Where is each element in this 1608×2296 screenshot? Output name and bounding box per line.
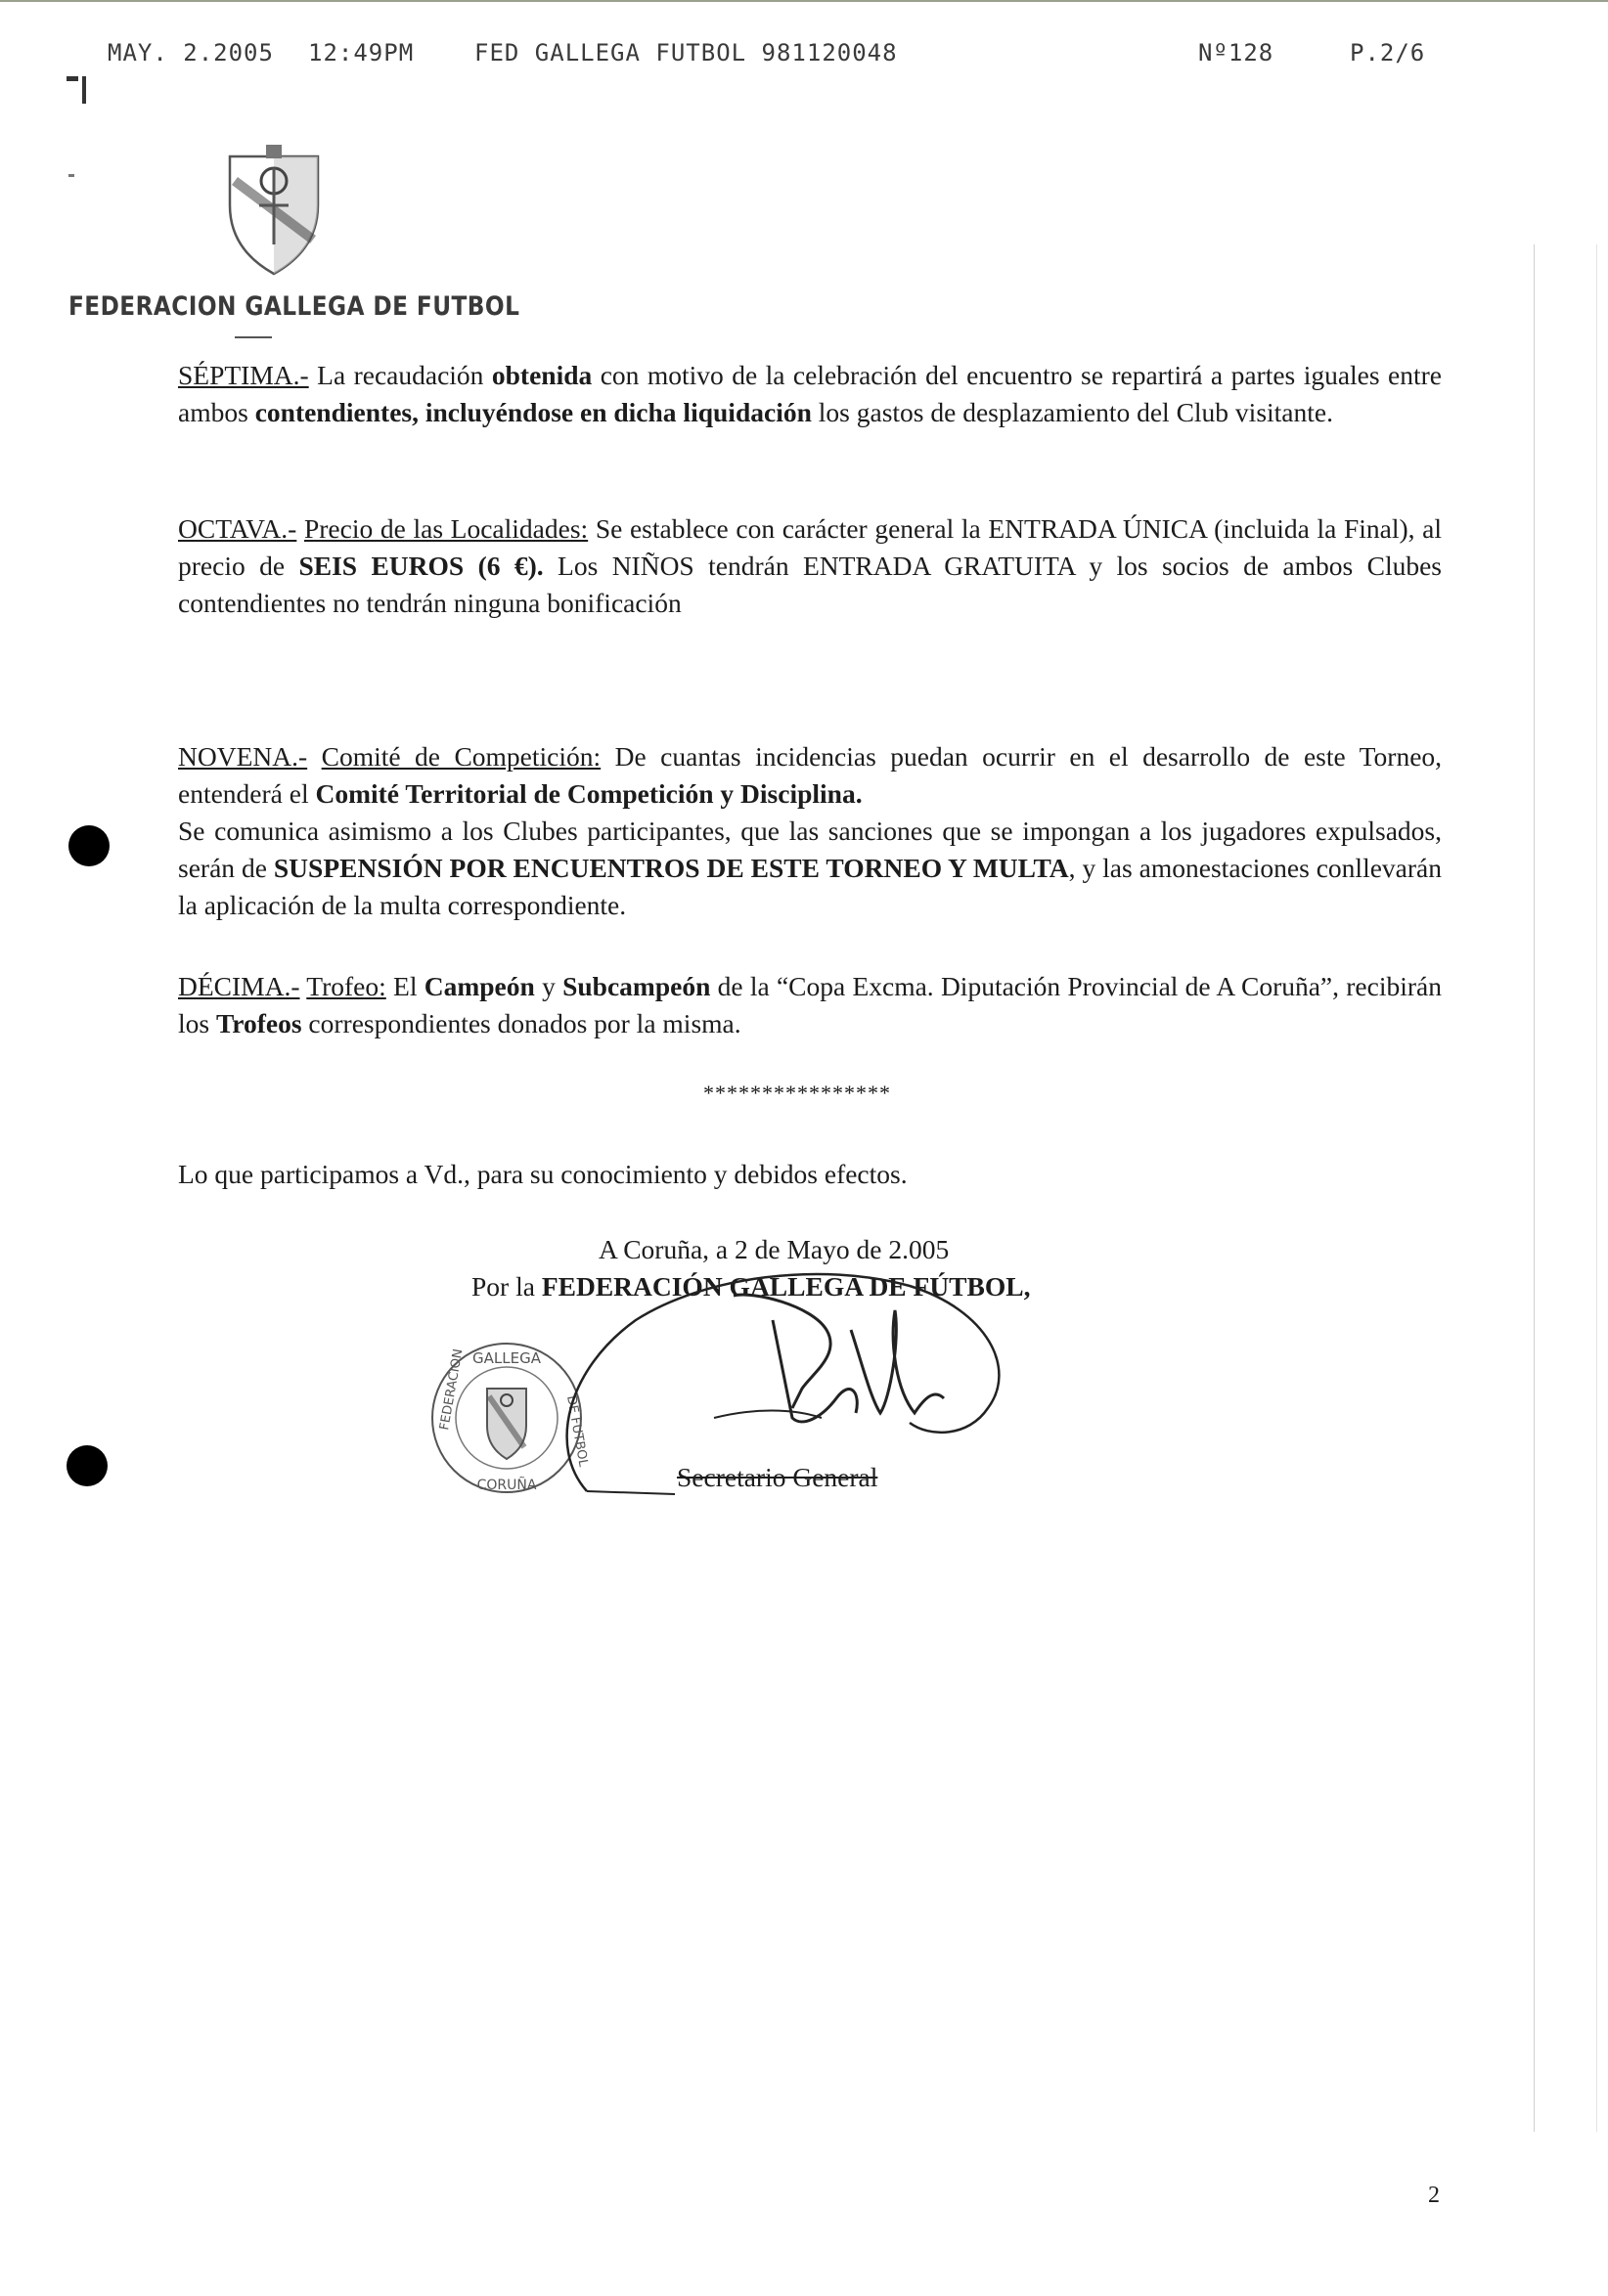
fax-date: MAY. 2.2005: [108, 39, 274, 66]
clause-octava: OCTAVA.- Precio de las Localidades: Se establece con carácter general la ENTRADA ÚNICA (incluida la Final), al precio de SEIS EUROS (6 €). Los NIÑOS tendrán ENTRADA GRATUITA y los socios de ambos Clubes contendientes no tendrán ninguna bonificación: [178, 513, 1443, 618]
fax-time: 12:49PM: [308, 39, 415, 66]
clause-octava-subheading: Precio de las Localidades:: [303, 513, 589, 544]
punch-hole: [68, 825, 110, 866]
svg-text:GALLEGA: GALLEGA: [472, 1349, 541, 1367]
clause-octava-heading: OCTAVA.-: [178, 513, 297, 544]
page-number: 2: [1428, 2183, 1440, 2208]
fax-mark: [68, 174, 74, 177]
closing-sentence: Lo que participamos a Vd., para su conocimiento y debidos efectos.: [178, 1159, 908, 1189]
fax-number: Nº128: [1198, 39, 1274, 66]
clause-decima-subheading: Trofeo:: [306, 971, 386, 1001]
clause-novena-subheading: Comité de Competición:: [321, 741, 602, 772]
federation-crest-icon: [225, 137, 323, 279]
letterhead-rule: [235, 336, 272, 338]
clause-decima: DÉCIMA.- Trofeo: El Campeón y Subcampeón de la “Copa Excma. Diputación Provincial de A Coruña”, recibirán los Trofeos correspondientes donados por la misma.: [178, 971, 1442, 1038]
scan-edge-line: [1596, 244, 1597, 2132]
organization-name: FEDERACION GALLEGA DE FUTBOL: [68, 291, 520, 322]
fax-mark: [67, 76, 78, 81]
fax-sender: FED GALLEGA FUTBOL 981120048: [474, 39, 898, 66]
fax-transmission-header: [108, 39, 1448, 72]
punch-hole: [67, 1445, 108, 1486]
clause-novena: NOVENA.- Comité de Competición: De cuantas incidencias puedan ocurrir en el desarrollo de este Torneo, entenderá el Comité Territorial de Competición y Disciplina. Se comunica asimismo a los Clubes participantes, que las sanciones que se impongan a los jugadores expulsados, serán de SUSPENSIÓN POR ENCUENTROS DE ESTE TORNEO Y MULTA, y las amonestaciones conllevarán la aplicación de la multa correspondiente.: [178, 741, 1443, 920]
svg-text:DE FUTBOL: DE FUTBOL: [563, 1394, 591, 1469]
clause-septima-heading: SÉPTIMA.-: [178, 360, 309, 390]
section-separator: ****************: [703, 1081, 891, 1105]
clause-septima: SÉPTIMA.- La recaudación obtenida con motivo de la celebración del encuentro se repartirá a partes iguales entre ambos contendientes, incluyéndose en dicha liquidación los gastos de desplazamiento del Club visitante.: [178, 360, 1442, 427]
place-and-date: A Coruña, a 2 de Mayo de 2.005: [599, 1234, 950, 1264]
clause-novena-heading: NOVENA.-: [178, 741, 308, 772]
top-border-line: [0, 0, 1608, 2]
signature-line: Por la FEDERACIÓN GALLEGA DE FÚTBOL,: [471, 1271, 1031, 1302]
fax-mark: [82, 76, 86, 104]
svg-text:CORUÑA: CORUÑA: [476, 1478, 537, 1493]
signatory-title: Secretario General: [677, 1462, 878, 1492]
fax-page-count: P.2/6: [1350, 39, 1426, 66]
svg-text:FEDERACION: FEDERACION: [437, 1347, 467, 1432]
clause-decima-heading: DÉCIMA.-: [178, 971, 300, 1001]
scan-edge-line: [1534, 244, 1535, 2132]
